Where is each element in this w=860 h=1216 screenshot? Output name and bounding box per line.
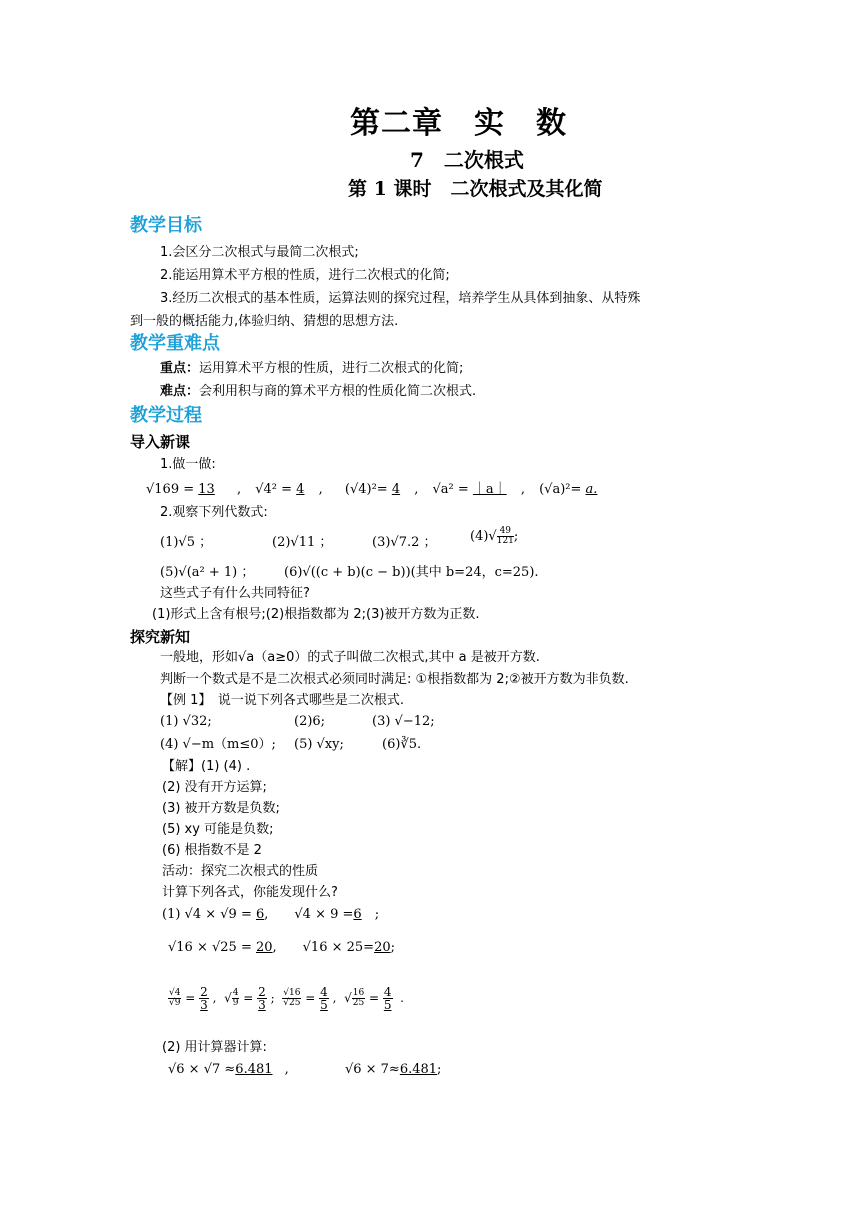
answer: (1)形式上含有根号;(2)根指数都为 2;(3)被开方数为正数. bbox=[152, 607, 480, 622]
key-text: 运用算术平方根的性质，进行二次根式的化简; bbox=[199, 361, 464, 376]
frac-2-num: 4 bbox=[232, 988, 239, 998]
calc-prompt: 计算下列各式，你能发现什么? bbox=[162, 885, 338, 900]
frac-2-answer bbox=[257, 986, 267, 1011]
calc-row-1-answer-2: 6 bbox=[353, 907, 362, 922]
frac-4 bbox=[352, 989, 365, 1008]
intro-heading: 导入新课 bbox=[130, 433, 191, 451]
expr-4: (4)√ $\frac{49}{121}$ ; bbox=[470, 526, 519, 546]
calc-row-2-answer-2: 20 bbox=[374, 940, 391, 955]
expr-5: (5)√(a² + 1) ； bbox=[160, 565, 255, 580]
example-option: (1) √32; bbox=[160, 714, 212, 729]
frac-3-den: √25 bbox=[283, 998, 301, 1008]
warmup-d-answer: ｜a｜ bbox=[472, 482, 507, 497]
frac-3-answer-num: 4 bbox=[320, 985, 328, 999]
fraction-row: $\frac{√4}{√9}$ = $\frac{2}{3}$ , √ $\frac{4}{9}$ = $\frac{2}{3}$ ; $\frac{√16}{√25}$ = $\frac{4}{5}$ , √ $\frac{16}{25}$ = $\frac{4}{5}$ . bbox=[169, 985, 404, 1012]
frac-3-num: √16 bbox=[283, 988, 301, 998]
frac-3-answer bbox=[319, 986, 329, 1011]
calc-row-3-left: √6 × √7 ≈ bbox=[168, 1062, 236, 1077]
frac-4-num: 16 bbox=[352, 988, 365, 998]
frac-2 bbox=[232, 989, 240, 1008]
calc-row-3-right: √6 × 7≈ bbox=[344, 1062, 400, 1077]
expr-4-numerator: 49 bbox=[497, 527, 514, 537]
expr-4-label: (4) bbox=[470, 529, 489, 544]
example-option: (4) √−m（m≤0）; bbox=[160, 737, 276, 752]
example-option: (5) √xy; bbox=[294, 737, 344, 752]
section-title: 7 二次根式 bbox=[410, 148, 524, 172]
calc-row-1-suffix: ; bbox=[361, 907, 380, 922]
warmup-a-answer: 13 bbox=[198, 482, 215, 497]
calc-row-2-answer-1: 20 bbox=[255, 940, 273, 955]
calc-row-3-sep: , bbox=[284, 1062, 289, 1077]
reason: (6) 根指数不是 2 bbox=[162, 843, 262, 858]
reason: (3) 被开方数是负数; bbox=[162, 801, 280, 816]
reason: (2) 没有开方运算; bbox=[162, 780, 267, 795]
frac-4-den: 25 bbox=[352, 998, 365, 1008]
warmup-c-answer: 4 bbox=[391, 482, 401, 497]
warmup-c: (√4)²= bbox=[344, 482, 392, 497]
warmup-d: √a² = bbox=[432, 482, 473, 497]
warmup-e-answer: a. bbox=[585, 482, 598, 497]
expr-2: (2)√11 ； bbox=[272, 535, 333, 550]
difficult-point bbox=[160, 384, 476, 400]
definition: 一般地，形如√a（a≥0）的式子叫做二次根式,其中 a 是被开方数. bbox=[160, 650, 540, 665]
diff-label: 难点： bbox=[160, 384, 200, 399]
warmup-b: √4² = bbox=[255, 482, 297, 497]
intro-step-2: 2.观察下列代数式: bbox=[160, 505, 268, 520]
calc-row-2-left: √16 × √25 = bbox=[168, 940, 256, 955]
frac-1-answer-num: 2 bbox=[200, 985, 208, 999]
criteria: 判断一个数式是不是二次根式必须同时满足: ①根指数都为 2;②被开方数为非负数. bbox=[160, 672, 629, 687]
key-label: 重点： bbox=[160, 361, 200, 376]
goal-item: 2.能运用算术平方根的性质，进行二次根式的化简; bbox=[160, 268, 450, 283]
frac-1-answer bbox=[199, 986, 209, 1011]
calc-row-2-right: , √16 × 25= bbox=[272, 940, 375, 955]
frac-1-answer-den: 3 bbox=[200, 998, 208, 1012]
expr-4-fraction bbox=[497, 527, 514, 546]
example-option: (2)6; bbox=[294, 714, 326, 729]
frac-4-answer-num: 4 bbox=[383, 985, 392, 999]
intro-step-1: 1.做一做: bbox=[160, 457, 216, 472]
solution: 【解】(1) (4) . bbox=[162, 759, 251, 774]
frac-2-den: 9 bbox=[232, 998, 239, 1008]
frac-3 bbox=[282, 989, 301, 1008]
calc-row-1-right: , √4 × 9 = bbox=[264, 907, 354, 922]
example-option: (3) √−12; bbox=[372, 714, 435, 729]
chapter-title: 第二章 实 数 bbox=[350, 106, 567, 141]
calc-row-3-answer-2: 6.481 bbox=[399, 1062, 438, 1077]
frac-1-den: √9 bbox=[169, 998, 181, 1008]
goal-item: 3.经历二次根式的基本性质，运算法则的探究过程，培养学生从具体到抽象、从特殊 bbox=[160, 291, 641, 306]
example-1: 【例 1】 说一说下列各式哪些是二次根式. bbox=[160, 693, 405, 708]
calc-row-3-suffix: ; bbox=[437, 1062, 442, 1077]
frac-4-answer-den: 5 bbox=[383, 998, 392, 1012]
question: 这些式子有什么共同特征? bbox=[160, 586, 310, 601]
warmup-b-answer: 4 bbox=[296, 482, 305, 497]
expr-3: (3)√7.2 ； bbox=[372, 535, 437, 550]
expr-1: (1)√5 ； bbox=[160, 535, 213, 550]
frac-2-answer-num: 2 bbox=[258, 985, 266, 999]
goal-item: 到一般的概括能力,体验归纳、猜想的思想方法. bbox=[130, 314, 399, 329]
calc-row-2 bbox=[168, 940, 395, 956]
calc-row-2-suffix: ; bbox=[390, 940, 396, 955]
frac-1-num: √4 bbox=[169, 988, 181, 998]
frac-2-answer-den: 3 bbox=[258, 998, 266, 1012]
calc-row-3 bbox=[168, 1062, 441, 1078]
process-heading: 教学过程 bbox=[130, 405, 202, 426]
warmup-row: √169 = 13 , √4² = 4 , (√4)²= 4 , √a² = ｜a｜ , (√a)²= a. bbox=[146, 482, 598, 497]
calc-row-1-left: (1) √4 × √9 = bbox=[162, 907, 256, 922]
example-option: (6)∛5. bbox=[382, 737, 422, 752]
lesson-title: 第 1 课时 二次根式及其化简 bbox=[348, 178, 603, 200]
diff-text: 会利用积与商的算术平方根的性质化简二次根式. bbox=[199, 384, 477, 399]
expr-4-suffix: ; bbox=[513, 529, 519, 544]
goals-heading: 教学目标 bbox=[130, 215, 202, 236]
calc2-prompt: (2) 用计算器计算: bbox=[162, 1040, 267, 1055]
warmup-a: √169 = bbox=[146, 482, 199, 497]
key-point bbox=[160, 361, 463, 377]
warmup-e: (√a)²= bbox=[539, 482, 586, 497]
expr-6: (6)√((c + b)(c − b))(其中 b=24，c=25). bbox=[284, 565, 539, 580]
frac-4-answer bbox=[383, 986, 393, 1011]
expr-4-denominator: 121 bbox=[496, 536, 514, 546]
frac-1 bbox=[168, 989, 181, 1008]
calc-row-1 bbox=[162, 907, 379, 923]
reason: (5) xy 可能是负数; bbox=[162, 822, 274, 837]
goal-item: 1.会区分二次根式与最简二次根式; bbox=[160, 245, 359, 260]
keypoints-heading: 教学重难点 bbox=[130, 333, 220, 354]
calc-row-1-answer-1: 6 bbox=[255, 907, 265, 922]
frac-3-answer-den: 5 bbox=[320, 998, 328, 1012]
activity: 活动：探究二次根式的性质 bbox=[162, 864, 319, 879]
calc-row-3-answer-1: 6.481 bbox=[235, 1062, 273, 1077]
explore-heading: 探究新知 bbox=[130, 628, 191, 646]
